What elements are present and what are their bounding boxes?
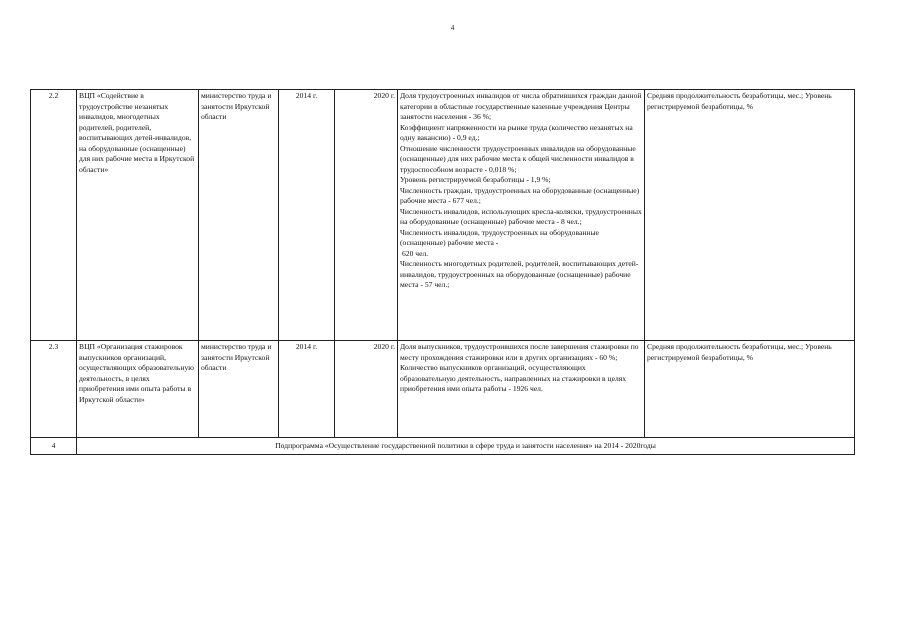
indicator-item: Численность инвалидов, трудоустроенных на оборудованные (оснащенные) рабочие места - (400, 227, 599, 247)
indicator-item: Доля трудоустроенных инвалидов от числа обратившихся граждан данной категории в областные государственные казенные учреждения Центры занятости населения - 36 %; (400, 91, 642, 121)
start-year: 2014 г. (279, 90, 335, 341)
page-number: 4 (450, 24, 455, 32)
program-name: ВЦП «Содействие в трудоустройстве незанятых инвалидов, многодетных родителей, родителей, воспитывающих детей-инвалидов, на оборудованные (оснащенные) для них рабочие места в Иркутской области» (77, 90, 199, 341)
indicator-item: Численность граждан, трудоустроенных на оборудованные (оснащенные) рабочие места - 677 чел.; (400, 185, 640, 205)
end-year: 2020 г. (335, 341, 398, 438)
program-name: ВЦП «Организация стажировок выпускников организаций, осуществляющих образовательную деятельность, в целях приобретения ими опыта работы в Иркутской области» (77, 341, 199, 438)
subprogram-row (31, 438, 855, 455)
row-number: 2.2 (31, 90, 77, 341)
executor: министерство труда и занятости Иркутской области (199, 90, 279, 341)
program-table (30, 89, 855, 455)
subprogram-title: Подпрограмма «Осуществление государственной политики в сфере труда и занятости населения» на 2014 - 2020годы (77, 438, 855, 455)
indicators-cell (398, 341, 645, 438)
indicator-item: Коэффициент напряженности на рынке труда (количество незанятых на одну вакансию) - 0,9 ед.; (400, 122, 633, 142)
start-year: 2014 г. (279, 341, 335, 438)
end-year: 2020 г. (335, 90, 398, 341)
indicator-item: Численность инвалидов, использующих кресла-коляски, трудоустроенных на оборудованные (оснащенные) рабочие места - 8 чел.; (400, 206, 642, 226)
indicator-item: Доля выпускников, трудоустроившихся после завершения стажировки по месту прохождения стажировки или в других организациях - 60 %; (400, 342, 639, 362)
indicator-item: Уровень регистрируемой безработицы - 1,9 %; (400, 175, 551, 184)
table-row (31, 341, 855, 438)
row-number: 4 (31, 438, 77, 455)
table-row (31, 90, 855, 341)
indicators-cell (398, 90, 645, 341)
indicator-item: 620 чел. (402, 248, 429, 258)
executor: министерство труда и занятости Иркутской области (199, 341, 279, 438)
row-number: 2.3 (31, 341, 77, 438)
indicator-item: Количество выпускников организаций, осуществляющих образовательную деятельность, направленных на стажировки в целях приобретения ими опыта работы - 1926 чел. (400, 363, 627, 393)
target-indicators: Средняя продолжительность безработицы, мес.; Уровень регистрируемой безработицы, % (645, 341, 855, 438)
target-indicators: Средняя продолжительность безработицы, мес.; Уровень регистрируемой безработицы, % (645, 90, 855, 341)
indicator-item: Численность многодетных родителей, родителей, воспитывающих детей-инвалидов, трудоустроенных на оборудованные (оснащенные) рабочие места - 57 чел.; (400, 259, 639, 289)
indicator-item: Отношение численности трудоустроенных инвалидов на оборудованные (оснащенные) для них рабочие места к общей численности инвалидов в трудоспособном возрасте - 0,018 %; (400, 143, 636, 174)
